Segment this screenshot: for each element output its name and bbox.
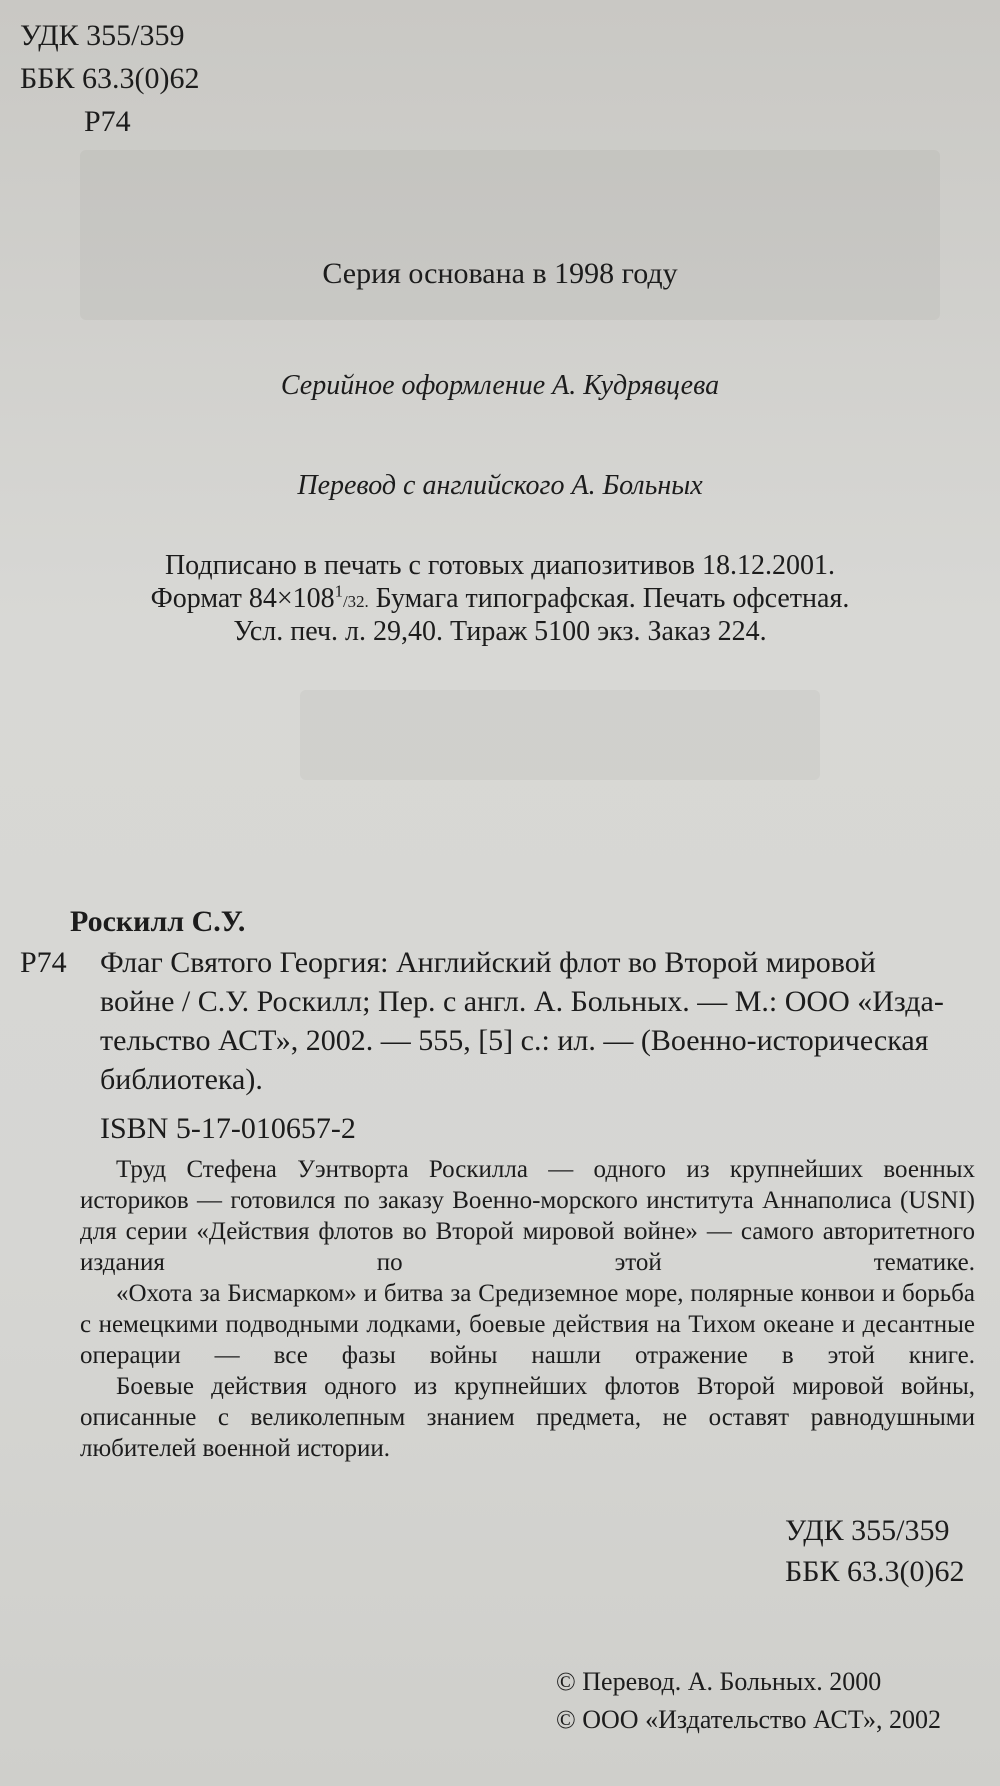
bibliographic-record — [20, 902, 980, 1148]
bib-line-1 — [20, 943, 980, 982]
bottom-udk-code: УДК 355/359 — [785, 1514, 950, 1547]
format-prefix: Формат 84×108 — [150, 583, 335, 614]
annotation-paragraph-1: Труд Стефена Уэнтворта Роскилла — одного из крупнейших военных историков — готовился по заказу Военно-морского института Аннаполиса (USNI) для серии «Действия флотов во Второй мировой войне» — самого авторитетного издания по этой тематике. — [80, 1156, 975, 1276]
bib-title: Флаг Святого Георгия: Английский флот во Второй мировой — [100, 946, 876, 979]
annotation-paragraph-3: Боевые действия одного из крупнейших флотов Второй мировой войны, описанные с великолепным знанием предмета, не оставят равнодушными любителей военной истории. — [80, 1373, 975, 1462]
show-through-shadow-lower — [300, 690, 820, 780]
series-design: Серийное оформление А. Кудрявцева — [280, 370, 720, 401]
imprint-line-3: Усл. печ. л. 29,40. Тираж 5100 экз. Заказ 224. — [233, 616, 767, 647]
annotation-paragraph-2: «Охота за Бисмарком» и битва за Средиземное море, полярные конвои и борьба с немецкими подводными лодками, боевые действия на Тихом океане и десантные операции — все фазы войны нашли отражение в этой книге. — [80, 1280, 975, 1369]
bbk-code: ББК 63.3(0)62 — [20, 62, 200, 95]
format-superscript: 1 — [334, 581, 344, 601]
series-founded: Серия основана в 1998 году — [322, 257, 678, 290]
imprint-line-2 — [0, 583, 1000, 615]
bottom-bbk-code: ББК 63.3(0)62 — [785, 1555, 965, 1588]
imprint-line-1: Подписано в печать с готовых диапозитивов 18.12.2001. — [164, 550, 836, 581]
format-suffix: Бумага типографская. Печать офсетная. — [368, 583, 850, 614]
udk-code: УДК 355/359 — [20, 19, 185, 52]
bib-line-3: тельство АСТ», 2002. — 555, [5] с.: ил. — (Военно-историческая — [100, 1024, 929, 1057]
isbn: ISBN 5-17-010657-2 — [100, 1112, 356, 1145]
format-fraction: /32. — [343, 592, 369, 611]
bib-line-4: библиотека). — [100, 1063, 263, 1096]
translation-credit: Перевод с английского А. Больных — [297, 470, 703, 501]
bib-author: Роскилл С.У. — [70, 905, 246, 938]
author-mark: Р74 — [84, 105, 131, 138]
copyright-publisher: © ООО «Издательство АСТ», 2002 — [556, 1705, 942, 1734]
copyright-notice — [556, 1663, 941, 1739]
bib-line-2: войне / С.У. Роскилл; Пер. с англ. А. Больных. — М.: ООО «Изда- — [100, 985, 944, 1018]
show-through-shadow — [80, 150, 940, 320]
top-classification-codes — [20, 14, 199, 143]
bottom-classification-codes — [785, 1510, 964, 1592]
copyright-translation: © Перевод. А. Больных. 2000 — [556, 1667, 882, 1696]
annotation — [80, 1154, 975, 1464]
bib-code: Р74 — [20, 946, 67, 979]
